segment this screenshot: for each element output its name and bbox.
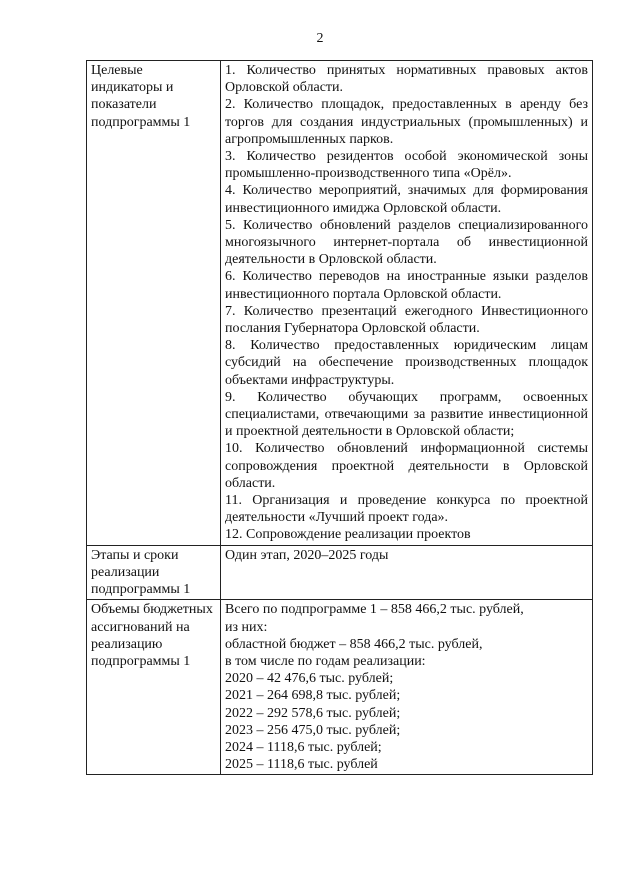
budget-line: областной бюджет – 858 466,2 тыс. рублей, — [225, 636, 483, 652]
row-label-stages: Этапы и сроки реализации подпрограммы 1 — [87, 545, 221, 600]
budget-line: в том числе по годам реализации: — [225, 653, 426, 669]
stages-value: Один этап, 2020–2025 годы — [221, 545, 593, 600]
indicator-item: 5. Количество обновлений разделов специализированного многоязычного интернет-портала об инвестиционной деятельности в Орловской области. — [225, 217, 588, 268]
budget-line: Всего по подпрограмме 1 – 858 466,2 тыс. рублей, — [225, 602, 524, 618]
indicator-item: 2. Количество площадок, предоставленных в аренду без торгов для создания индустриальных (промышленных) и агропромышленных парков. — [225, 97, 588, 147]
budget-line: 2020 – 42 476,6 тыс. рублей; — [225, 671, 394, 687]
budget-line: 2024 – 1118,6 тыс. рублей; — [225, 739, 382, 755]
budget-line: из них: — [225, 619, 268, 635]
indicator-item: 11. Организация и проведение конкурса по проектной деятельности «Лучший проект года». — [225, 493, 588, 526]
row-label-indicators: Целевые индикаторы и показатели подпрограммы 1 — [87, 61, 221, 546]
indicator-item: 4. Количество мероприятий, значимых для формирования инвестиционного имиджа Орловской области. — [225, 183, 588, 216]
subprogram-passport-table — [86, 60, 593, 775]
indicator-item: 10. Количество обновлений информационной системы сопровождения проектной деятельности в Орловской области. — [225, 441, 588, 491]
indicator-item: 6. Количество переводов на иностранные языки разделов инвестиционного портала Орловской области. — [225, 269, 588, 302]
table-row-stages — [87, 545, 593, 600]
indicator-item: 8. Количество предоставленных юридическим лицам субсидий на обеспечение производственных площадок объектами инфраструктуры. — [225, 338, 588, 388]
indicator-item: 7. Количество презентаций ежегодного Инвестиционного послания Губернатора Орловской области. — [225, 303, 588, 337]
row-label-budget: Объемы бюджетных ассигнований на реализацию подпрограммы 1 — [87, 600, 221, 775]
budget-line: 2023 – 256 475,0 тыс. рублей; — [225, 722, 401, 738]
table-row-budget — [87, 600, 593, 775]
indicator-item: 12. Сопровождение реализации проектов — [225, 527, 471, 543]
table-row-indicators — [87, 61, 593, 546]
indicator-item: 1. Количество принятых нормативных правовых актов Орловской области. — [225, 63, 588, 96]
budget-line: 2022 – 292 578,6 тыс. рублей; — [225, 705, 401, 721]
budget-line: 2021 – 264 698,8 тыс. рублей; — [225, 688, 401, 704]
indicator-item: 9. Количество обучающих программ, освоенных специалистами, отвечающими за развитие инвестиционной и проектной деятельности в Орловской области; — [225, 389, 588, 440]
budget-line: 2025 – 1118,6 тыс. рублей — [225, 757, 378, 773]
indicators-list — [221, 61, 593, 546]
budget-lines — [221, 600, 593, 775]
page-number: 2 — [316, 31, 324, 46]
indicator-item: 3. Количество резидентов особой экономической зоны промышленно-производственного типа «Орёл». — [225, 149, 588, 182]
